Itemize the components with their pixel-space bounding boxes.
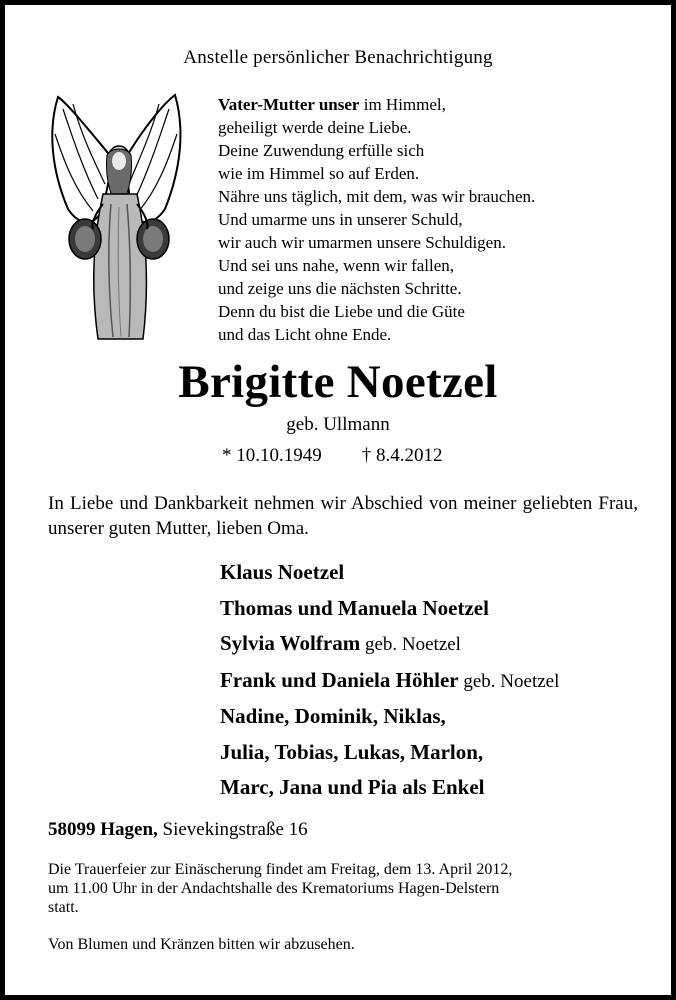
life-dates <box>222 445 443 467</box>
family-entry <box>220 699 559 735</box>
family-name: Marc, Jana und Pia als Enkel <box>220 775 485 799</box>
prayer-line-rest: im Himmel, <box>359 95 446 114</box>
prayer-line: Deine Zuwendung erfülle sich <box>218 141 425 160</box>
family-entry <box>220 735 559 771</box>
family-name: Thomas und Manuela Noetzel <box>220 595 489 620</box>
ceremony-info <box>48 860 648 917</box>
prayer-line: und zeige uns die nächsten Schritte. <box>218 279 462 298</box>
deceased-name: Brigitte Noetzel <box>178 356 498 408</box>
prayer-line: geheiligt werde deine Liebe. <box>218 118 412 137</box>
prayer-title: Vater-Mutter unser <box>218 95 360 114</box>
ceremony-line: Die Trauerfeier zur Einäscherung findet am Freitag, dem 13. April 2012, <box>48 861 513 878</box>
family-name: Klaus Noetzel <box>220 560 345 584</box>
prayer-line: Denn du bist die Liebe und die Güte <box>218 302 465 321</box>
family-note: geb. Noetzel <box>360 634 461 655</box>
prayer-line: Und sei uns nahe, wenn wir fallen, <box>218 256 455 275</box>
prayer-line: Und umarme uns in unserer Schuld, <box>218 210 463 229</box>
family-name: Nadine, Dominik, Niklas, <box>220 704 446 728</box>
ceremony-line: statt. <box>48 899 79 916</box>
prayer-line <box>218 93 535 116</box>
family-name: Julia, Tobias, Lukas, Marlon, <box>220 739 484 764</box>
address <box>48 819 308 841</box>
ceremony-line: um 11.00 Uhr in der Andachtshalle des Krematoriums Hagen-Delstern <box>48 880 500 897</box>
prayer-line: wie im Himmel so auf Erden. <box>218 164 420 183</box>
prayer-line: Nähre uns täglich, mit dem, was wir brauchen. <box>218 187 536 206</box>
notice-heading: Anstelle persönlicher Benachrichtigung <box>183 47 493 68</box>
prayer-line: und das Licht ohne Ende. <box>218 325 392 344</box>
family-entry <box>220 770 559 806</box>
birth-date: * 10.10.1949 <box>222 445 322 466</box>
death-date: † 8.4.2012 <box>361 445 443 466</box>
address-street: Sievekingstraße 16 <box>157 819 308 840</box>
family-name: Frank und Daniela Höhler <box>220 667 459 692</box>
family-name: Sylvia Wolfram <box>220 631 361 655</box>
family-entry <box>220 591 559 627</box>
flowers-note: Von Blumen und Kränzen bitten wir abzusehen. <box>48 936 355 953</box>
family-entry <box>220 555 559 591</box>
family-entry <box>220 626 559 663</box>
family-entry <box>220 663 559 700</box>
prayer-line: wir auch wir umarmen unsere Schuldigen. <box>218 233 506 252</box>
prayer-text <box>218 93 535 346</box>
maiden-name: geb. Ullmann <box>286 414 390 435</box>
family-note: geb. Noetzel <box>458 670 560 692</box>
family-list <box>220 555 559 806</box>
address-city: 58099 Hagen, <box>48 819 158 840</box>
angel-illustration <box>43 89 189 343</box>
farewell-text: In Liebe und Dankbarkeit nehmen wir Abschied von meiner geliebten Frau, unserer guten Mutter, lieben Oma. <box>48 493 638 539</box>
